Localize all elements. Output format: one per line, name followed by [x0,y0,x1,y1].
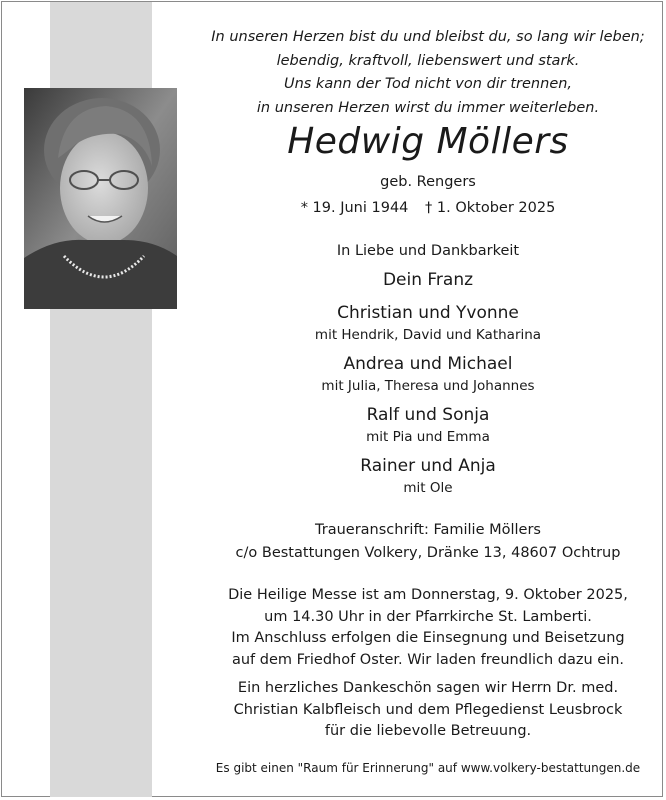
mass-line: Im Anschluss erfolgen die Einsegnung und Beisetzung [231,630,625,646]
mourners-intro: In Liebe und Dankbarkeit [336,243,520,259]
thanks-line: Ein herzliches Dankeschön sagen wir Herrn Dr. med. [237,680,619,696]
mourner-main: Andrea und Michael [343,354,513,374]
mourner-group [190,403,666,446]
maiden-name: geb. Rengers [380,174,476,190]
mourner-main: Rainer und Anja [360,456,496,476]
death-date: † 1. Oktober 2025 [425,200,556,216]
deceased-name: Hedwig Möllers [287,121,569,162]
thanks-line: Christian Kalbfleisch und dem Pflegedienst Leusbrock [233,701,623,718]
mourning-address [190,519,666,565]
mourner-sub: mit Ole [403,480,453,496]
poem-line: in unseren Herzen wirst du immer weiterleben. [256,99,600,116]
funeral-mass-info [190,585,666,671]
memorial-poem [190,26,666,120]
portrait-photo [24,88,177,309]
mourner-group [190,268,666,293]
poem-line: lebendig, kraftvoll, liebenswert und stark. [276,52,580,69]
mourner-sub: mit Julia, Theresa und Johannes [321,378,535,394]
mass-line: auf dem Friedhof Oster. Wir laden freundlich dazu ein. [231,651,625,668]
poem-line: Uns kann der Tod nicht von dir trennen, [283,76,573,92]
mourner-group [190,301,666,344]
mass-line: Die Heilige Messe ist am Donnerstag, 9. Oktober 2025, [228,587,628,603]
thanks-note [190,678,666,743]
mourner-group [190,352,666,395]
mass-line: um 14.30 Uhr in der Pfarrkirche St. Lamberti. [264,608,592,625]
life-dates [190,198,666,218]
footer-note: Es gibt einen "Raum für Erinnerung" auf www.volkery-bestattungen.de [215,761,641,775]
mourner-sub: mit Hendrik, David und Katharina [314,327,542,343]
address-line: Traueranschrift: Familie Möllers [315,522,541,538]
address-line: c/o Bestattungen Volkery, Dränke 13, 48607 Ochtrup [235,545,621,561]
thanks-line: für die liebevolle Betreuung. [324,723,532,739]
mourners-list [190,268,666,505]
mourner-group [190,454,666,497]
mourner-sub: mit Pia und Emma [366,429,490,445]
birth-date: * 19. Juni 1944 [300,200,409,216]
mourner-main: Dein Franz [382,270,474,290]
mourner-main: Ralf und Sonja [366,405,490,425]
poem-line: In unseren Herzen bist du und bleibst du, so lang wir leben; [211,29,645,45]
mourner-main: Christian und Yvonne [337,303,519,323]
